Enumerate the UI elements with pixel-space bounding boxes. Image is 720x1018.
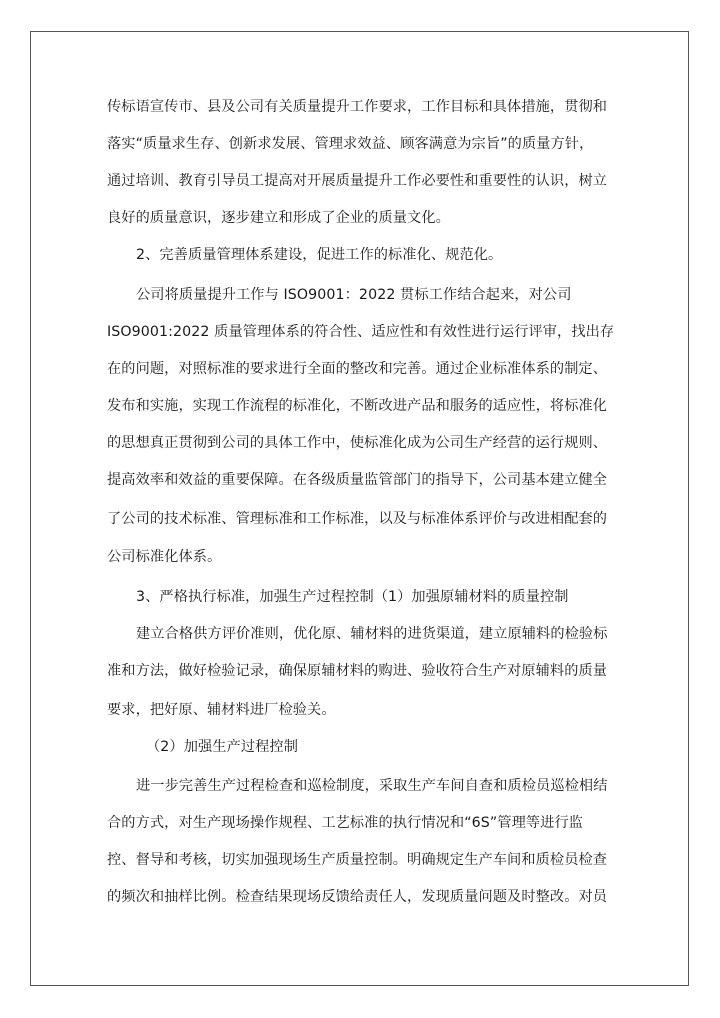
text-line-17: 要求，把好原、辅材料进厂检验关。	[107, 702, 336, 718]
text-line-21: 控、督导和考核，切实加强现场生产质量控制。明确规定生产车间和质检员检查	[107, 852, 608, 868]
subsection-heading-2: （2）加强生产过程控制	[146, 739, 299, 755]
text-line-3: 通过培训、教育引导员工提高对开展质量提升工作必要性和重要性的认识，树立	[107, 173, 608, 189]
text-line-12: 了公司的技术标准、管理标准和工作标准，以及与标准体系评价与改进相配套的	[107, 511, 608, 527]
text-line-16: 准和方法，做好检验记录，确保原辅材料的购进、验收符合生产对原辅料的质量	[107, 663, 608, 679]
text-line-9: 发布和实施，实现工作流程的标准化，不断改进产品和服务的适应性，将标准化	[107, 398, 608, 414]
text-line-19: 进一步完善生产过程检查和巡检制度，采取生产车间自查和质检员巡检相结	[136, 778, 608, 794]
text-line-6: 公司将质量提升工作与 ISO9001：2022 贯标工作结合起来，对公司	[136, 287, 572, 303]
text-line-22: 的频次和抽样比例。检查结果现场反馈给责任人，发现质量问题及时整改。对员	[107, 889, 608, 905]
section-heading-2: 2、完善质量管理体系建设，促进工作的标准化、规范化。	[136, 247, 503, 263]
text-line-15: 建立合格供方评价准则，优化原、辅材料的进货渠道，建立原辅料的检验标	[136, 626, 608, 642]
text-line-2: 落实“质量求生存、创新求发展、管理求效益、顾客满意为宗旨”的质量方针，	[107, 136, 594, 152]
text-line-10: 的思想真正贯彻到公司的具体工作中，使标准化成为公司生产经营的运行规则、	[107, 435, 608, 451]
text-line-20: 合的方式，对生产现场操作规程、工艺标准的执行情况和“6S”管理等进行监	[107, 815, 584, 831]
text-line-13: 公司标准化体系。	[107, 549, 222, 565]
text-line-8: 在的问题，对照标准的要求进行全面的整改和完善。通过企业标准体系的制定、	[107, 361, 608, 377]
text-line-11: 提高效率和效益的重要保障。在各级质量监管部门的指导下，公司基本建立健全	[107, 472, 608, 488]
text-line-4: 良好的质量意识，逐步建立和形成了企业的质量文化。	[107, 210, 450, 226]
text-line-7: ISO9001:2022 质量管理体系的符合性、适应性和有效性进行运行评审，找出存	[107, 324, 615, 340]
section-heading-3: 3、严格执行标准，加强生产过程控制（1）加强原辅材料的质量控制	[136, 589, 569, 605]
text-line-1: 传标语宣传市、县及公司有关质量提升工作要求，工作目标和具体措施，贯彻和	[107, 99, 608, 115]
